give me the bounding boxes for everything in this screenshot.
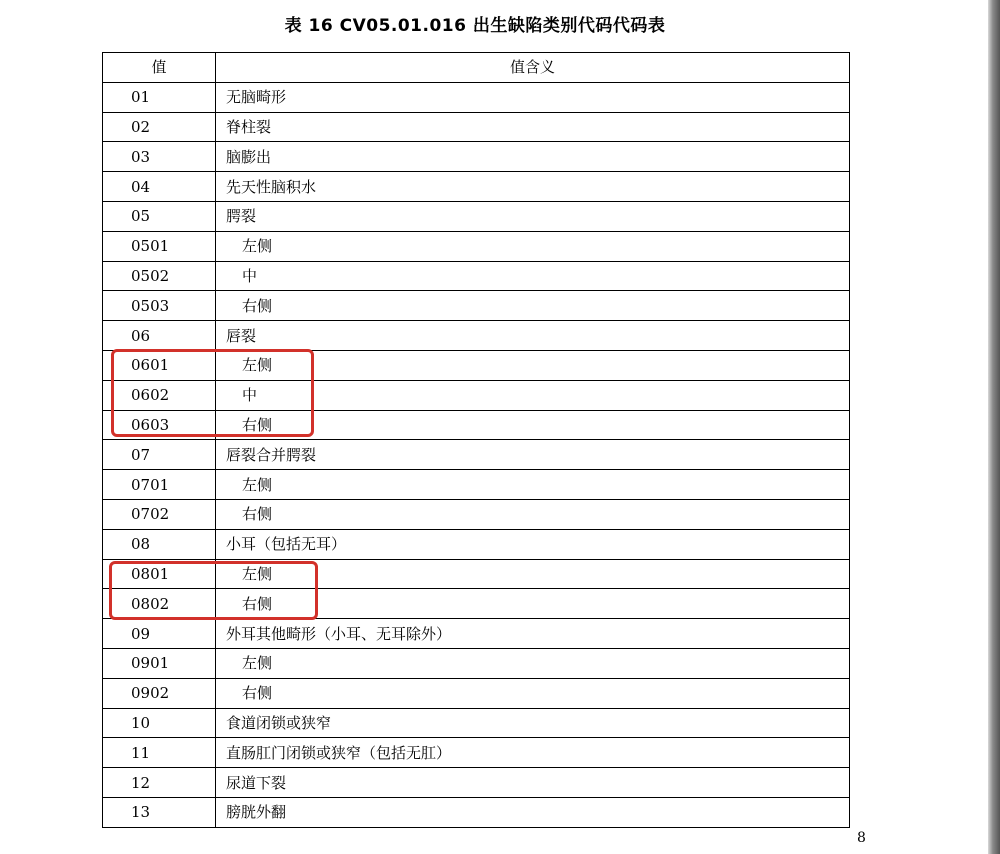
table-row: [103, 261, 850, 291]
cell-value: 06: [103, 321, 216, 351]
cell-meaning: 右侧: [216, 678, 850, 708]
cell-meaning: 中: [216, 261, 850, 291]
table-row: [103, 350, 850, 380]
table-row: [103, 112, 850, 142]
table-row: [103, 201, 850, 231]
cell-value: 03: [103, 142, 216, 172]
cell-meaning: 尿道下裂: [216, 768, 850, 798]
cell-meaning: 左侧: [216, 648, 850, 678]
table-row: [103, 410, 850, 440]
cell-meaning: 右侧: [216, 589, 850, 619]
page-edge-shadow: [988, 0, 1000, 854]
cell-value: 0901: [103, 648, 216, 678]
table-row: [103, 738, 850, 768]
cell-meaning: 先天性脑积水: [216, 172, 850, 202]
table-header-row: [103, 53, 850, 83]
table-row: [103, 589, 850, 619]
cell-value: 04: [103, 172, 216, 202]
cell-value: 0802: [103, 589, 216, 619]
cell-meaning: 脊柱裂: [216, 112, 850, 142]
code-table: [102, 52, 850, 828]
page-number: 8: [857, 830, 866, 846]
cell-value: 08: [103, 529, 216, 559]
cell-value: 0701: [103, 470, 216, 500]
cell-value: 13: [103, 797, 216, 827]
cell-value: 0702: [103, 499, 216, 529]
cell-value: 0501: [103, 231, 216, 261]
cell-value: 05: [103, 201, 216, 231]
table-title: 表 16 CV05.01.016 出生缺陷类别代码代码表: [284, 16, 666, 36]
header-meaning: 值含义: [216, 53, 850, 83]
table-row: [103, 82, 850, 112]
cell-value: 02: [103, 112, 216, 142]
cell-meaning: 食道闭锁或狭窄: [216, 708, 850, 738]
cell-meaning: 外耳其他畸形（小耳、无耳除外）: [216, 619, 850, 649]
table-row: [103, 172, 850, 202]
table-row: [103, 231, 850, 261]
cell-meaning: 左侧: [216, 231, 850, 261]
cell-value: 0503: [103, 291, 216, 321]
cell-value: 12: [103, 768, 216, 798]
cell-meaning: 直肠肛门闭锁或狭窄（包括无肛）: [216, 738, 850, 768]
cell-meaning: 唇裂: [216, 321, 850, 351]
table-row: [103, 529, 850, 559]
cell-value: 10: [103, 708, 216, 738]
cell-value: 09: [103, 619, 216, 649]
table-row: [103, 797, 850, 827]
table-row: [103, 470, 850, 500]
cell-meaning: 小耳（包括无耳）: [216, 529, 850, 559]
cell-meaning: 无脑畸形: [216, 82, 850, 112]
table-row: [103, 678, 850, 708]
cell-meaning: 腭裂: [216, 201, 850, 231]
cell-meaning: 左侧: [216, 470, 850, 500]
cell-meaning: 唇裂合并腭裂: [216, 440, 850, 470]
table-row: [103, 440, 850, 470]
cell-meaning: 右侧: [216, 291, 850, 321]
cell-meaning: 左侧: [216, 350, 850, 380]
cell-value: 0603: [103, 410, 216, 440]
cell-meaning: 脑膨出: [216, 142, 850, 172]
table-row: [103, 291, 850, 321]
cell-meaning: 膀胱外翻: [216, 797, 850, 827]
header-value: 值: [103, 53, 216, 83]
table-row: [103, 559, 850, 589]
cell-meaning: 右侧: [216, 410, 850, 440]
cell-meaning: 中: [216, 380, 850, 410]
cell-value: 0502: [103, 261, 216, 291]
cell-value: 01: [103, 82, 216, 112]
table-row: [103, 321, 850, 351]
table-row: [103, 142, 850, 172]
cell-value: 0902: [103, 678, 216, 708]
table-row: [103, 619, 850, 649]
cell-value: 07: [103, 440, 216, 470]
table-row: [103, 708, 850, 738]
table-row: [103, 648, 850, 678]
table-body: [103, 82, 850, 827]
cell-value: 0602: [103, 380, 216, 410]
cell-value: 11: [103, 738, 216, 768]
cell-value: 0601: [103, 350, 216, 380]
cell-meaning: 右侧: [216, 499, 850, 529]
table-row: [103, 768, 850, 798]
cell-meaning: 左侧: [216, 559, 850, 589]
table-row: [103, 499, 850, 529]
table-row: [103, 380, 850, 410]
cell-value: 0801: [103, 559, 216, 589]
